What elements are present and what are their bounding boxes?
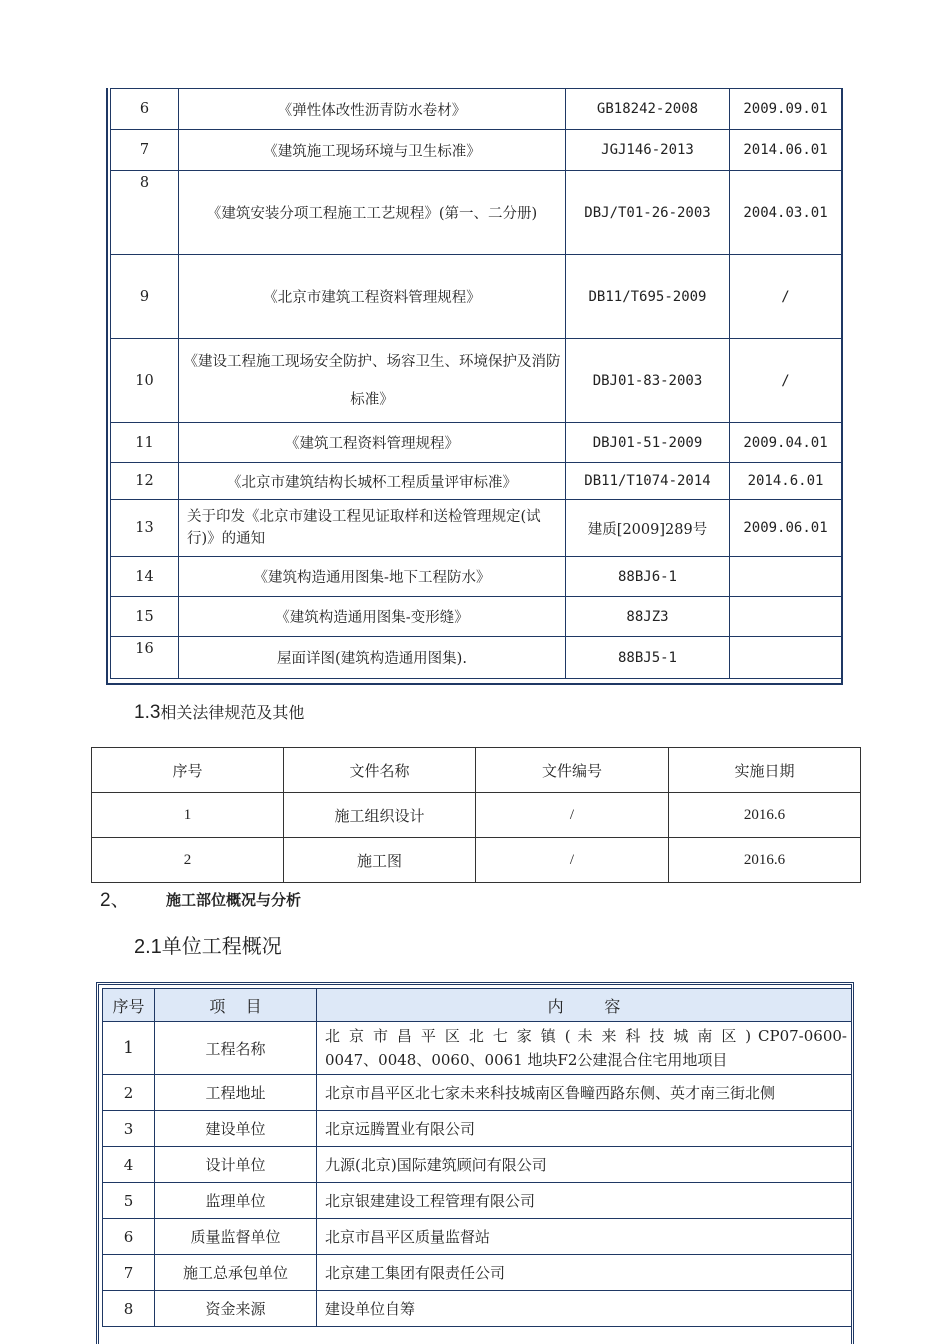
standard-name: 《北京市建筑结构长城杯工程质量评审标准》	[179, 463, 566, 500]
row-number: 10	[111, 339, 179, 423]
table-row	[103, 1219, 852, 1255]
row-number: 1	[103, 1022, 155, 1075]
item-label: 质量监督单位	[155, 1219, 317, 1255]
row-number: 1	[92, 793, 284, 838]
item-label: 建设单位	[155, 1111, 317, 1147]
standard-code: 建质[2009]289号	[566, 500, 730, 557]
standard-code: DB11/T695-2009	[566, 255, 730, 339]
row-number: 14	[111, 557, 179, 597]
table-row	[111, 423, 842, 463]
section-2-heading	[100, 885, 302, 912]
standard-code: DBJ01-83-2003	[566, 339, 730, 423]
column-header: 实施日期	[669, 748, 861, 793]
standard-name: 关于印发《北京市建设工程见证取样和送检管理规定(试行)》的通知	[179, 500, 566, 557]
table-row	[103, 1183, 852, 1219]
table-row	[103, 1111, 852, 1147]
effective-date: 2009.06.01	[730, 500, 842, 557]
effective-date: 2016.6	[669, 838, 861, 883]
row-number: 5	[103, 1183, 155, 1219]
row-number: 3	[103, 1111, 155, 1147]
effective-date: 2004.03.01	[730, 171, 842, 255]
effective-date: /	[730, 255, 842, 339]
table-row	[111, 89, 842, 130]
row-number: 6	[103, 1219, 155, 1255]
effective-date	[730, 637, 842, 679]
item-content: 北京银建建设工程管理有限公司	[317, 1183, 852, 1219]
table-row	[111, 130, 842, 171]
standard-name: 《建筑构造通用图集-变形缝》	[179, 597, 566, 637]
table-row	[92, 838, 861, 883]
row-number: 9	[111, 255, 179, 339]
standard-code: JGJ146-2013	[566, 130, 730, 171]
effective-date	[730, 557, 842, 597]
item-content: 建设单位自筹	[317, 1291, 852, 1327]
standards-table-frame	[106, 88, 843, 685]
standard-name: 《建筑施工现场环境与卫生标准》	[179, 130, 566, 171]
standard-name: 《建筑安装分项工程施工工艺规程》(第一、二分册)	[179, 171, 566, 255]
table-header-row	[92, 748, 861, 793]
table-row	[111, 637, 842, 679]
content-line-2: 0047、0048、0060、0061 地块F2公建混合住宅用地项目	[325, 1051, 728, 1069]
standard-name: 《建筑工程资料管理规程》	[179, 423, 566, 463]
item-content: 九源(北京)国际建筑顾问有限公司	[317, 1147, 852, 1183]
item-label: 设计单位	[155, 1147, 317, 1183]
column-header: 项 目	[155, 989, 317, 1022]
section-2-1-heading: 2.1单位工程概况	[134, 936, 282, 958]
item-content: 北京远腾置业有限公司	[317, 1111, 852, 1147]
section-title: 施工部位概况与分析	[166, 892, 302, 909]
table-row	[111, 463, 842, 500]
row-number: 12	[111, 463, 179, 500]
standard-code: DBJ/T01-26-2003	[566, 171, 730, 255]
column-header: 文件编号	[476, 748, 669, 793]
effective-date: 2016.6	[669, 793, 861, 838]
table-header-row	[103, 989, 852, 1022]
item-content: 北京市昌平区质量监督站	[317, 1219, 852, 1255]
row-number: 2	[92, 838, 284, 883]
table-row	[111, 557, 842, 597]
table-row	[111, 597, 842, 637]
column-header: 文件名称	[284, 748, 476, 793]
standard-name: 《建筑构造通用图集-地下工程防水》	[179, 557, 566, 597]
overview-table	[102, 988, 852, 1327]
standard-code: DBJ01-51-2009	[566, 423, 730, 463]
row-number: 7	[103, 1255, 155, 1291]
content-line-1: 北 京 市 昌 平 区 北 七 家 镇 ( 未 来 科 技 城 南 区 ) CP07-0600-	[325, 1027, 847, 1045]
item-label: 工程地址	[155, 1075, 317, 1111]
standard-name: 屋面详图(建筑构造通用图集).	[179, 637, 566, 679]
row-number: 15	[111, 597, 179, 637]
table-row	[111, 500, 842, 557]
document-code: /	[476, 838, 669, 883]
table-row	[92, 793, 861, 838]
table-row	[103, 1147, 852, 1183]
effective-date: 2014.6.01	[730, 463, 842, 500]
item-content	[317, 1022, 852, 1075]
table-row	[111, 171, 842, 255]
laws-table	[91, 747, 861, 883]
standards-table	[110, 88, 842, 679]
table-row	[103, 1291, 852, 1327]
table-row	[103, 1075, 852, 1111]
section-1-3-heading	[134, 700, 304, 724]
standard-code: DB11/T1074-2014	[566, 463, 730, 500]
item-label: 资金来源	[155, 1291, 317, 1327]
item-label: 监理单位	[155, 1183, 317, 1219]
column-header: 序号	[92, 748, 284, 793]
table-row	[103, 1255, 852, 1291]
effective-date: 2009.04.01	[730, 423, 842, 463]
standard-name: 《建设工程施工现场安全防护、场容卫生、环境保护及消防标准》	[179, 339, 566, 423]
row-number: 8	[103, 1291, 155, 1327]
effective-date: /	[730, 339, 842, 423]
standard-name: 《弹性体改性沥青防水卷材》	[179, 89, 566, 130]
standard-code: GB18242-2008	[566, 89, 730, 130]
row-number: 16	[111, 637, 179, 679]
column-header: 内 容	[317, 989, 852, 1022]
table-row	[111, 255, 842, 339]
effective-date	[730, 597, 842, 637]
effective-date: 2009.09.01	[730, 89, 842, 130]
standard-code: 88BJ5-1	[566, 637, 730, 679]
row-number: 2	[103, 1075, 155, 1111]
row-number: 4	[103, 1147, 155, 1183]
section-number: 1.3	[134, 702, 161, 723]
overview-table-frame	[96, 982, 854, 1344]
item-label: 施工总承包单位	[155, 1255, 317, 1291]
document-name: 施工图	[284, 838, 476, 883]
row-number: 8	[111, 171, 179, 255]
row-number: 7	[111, 130, 179, 171]
row-number: 13	[111, 500, 179, 557]
document-code: /	[476, 793, 669, 838]
item-label: 工程名称	[155, 1022, 317, 1075]
document-name: 施工组织设计	[284, 793, 476, 838]
section-number: 2、	[100, 890, 130, 911]
row-number: 11	[111, 423, 179, 463]
row-number: 6	[111, 89, 179, 130]
standard-code: 88JZ3	[566, 597, 730, 637]
effective-date: 2014.06.01	[730, 130, 842, 171]
column-header: 序号	[103, 989, 155, 1022]
section-title: 相关法律规范及其他	[160, 703, 305, 722]
table-row	[111, 339, 842, 423]
item-content: 北京市昌平区北七家未来科技城南区鲁疃西路东侧、英才南三街北侧	[317, 1075, 852, 1111]
item-content: 北京建工集团有限责任公司	[317, 1255, 852, 1291]
standard-code: 88BJ6-1	[566, 557, 730, 597]
standard-name: 《北京市建筑工程资料管理规程》	[179, 255, 566, 339]
table-row	[103, 1022, 852, 1075]
